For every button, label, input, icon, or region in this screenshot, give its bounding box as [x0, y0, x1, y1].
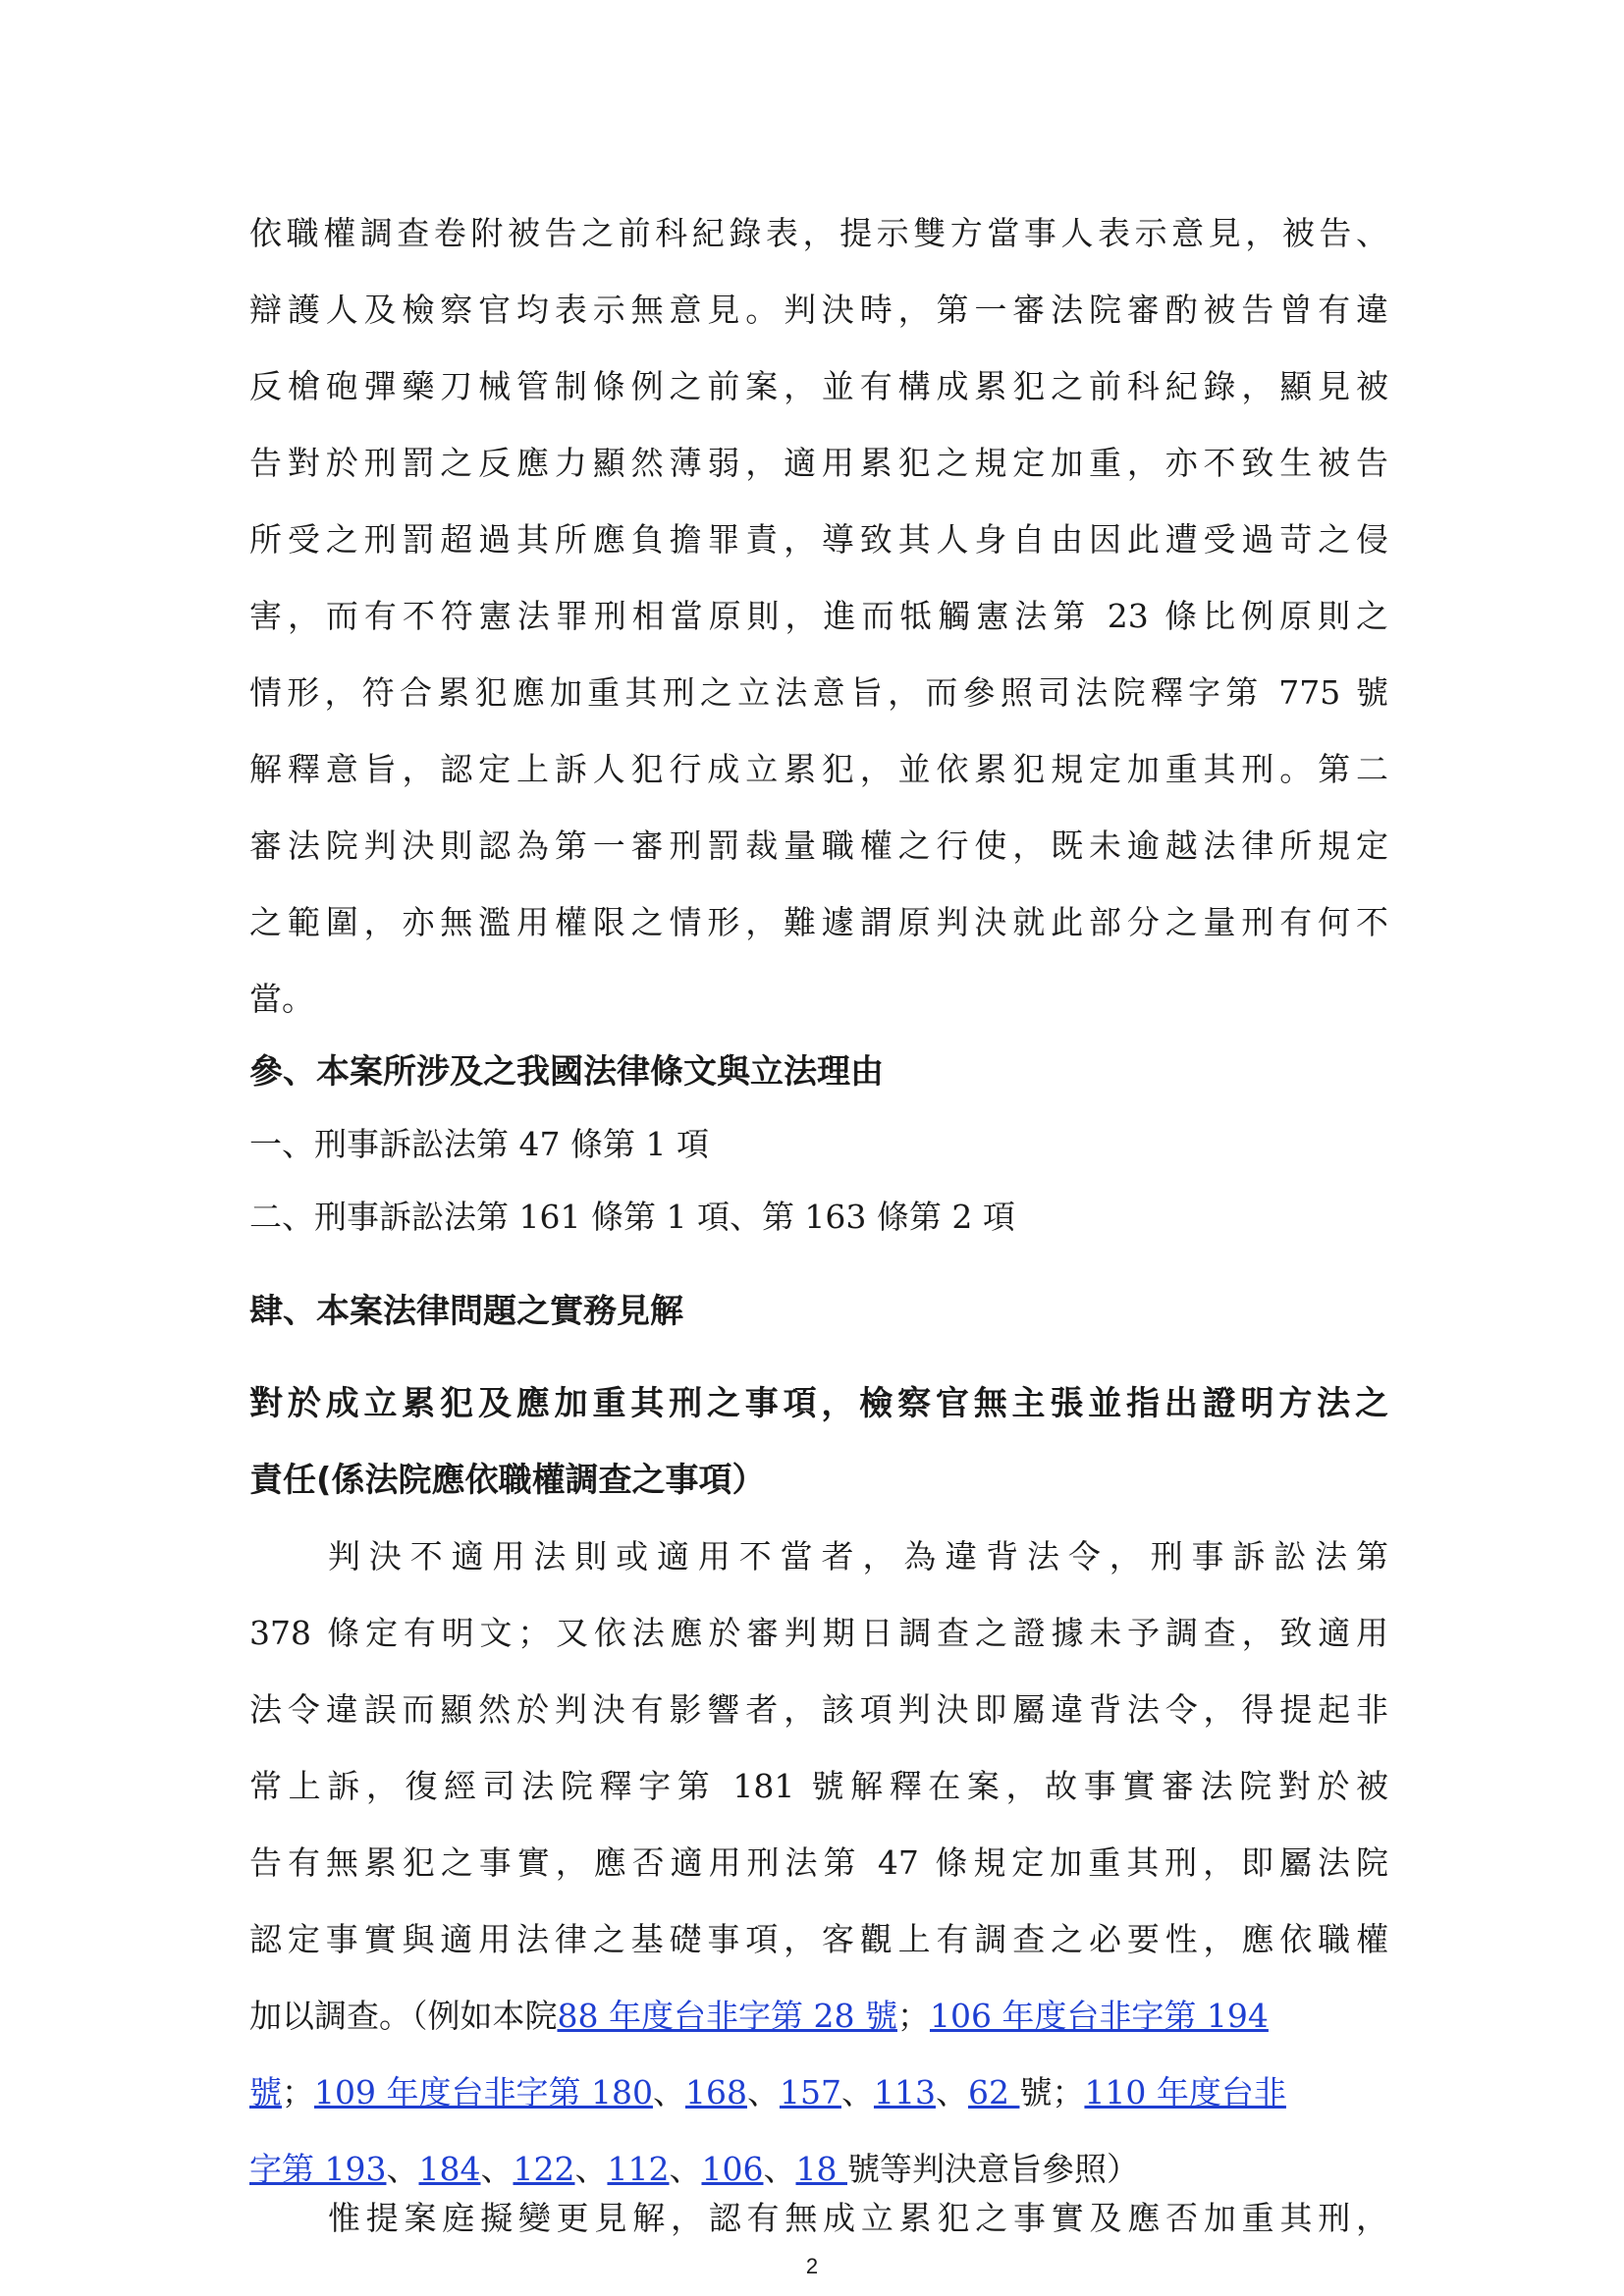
paragraph-line: 之範圍，亦無濫用權限之情形，難遽謂原判決就此部分之量刑有何不	[249, 903, 1388, 941]
separator: 、	[574, 2150, 608, 2188]
case-link-109-168[interactable]: 168	[684, 2073, 747, 2111]
case-link-109-113[interactable]: 113	[873, 2073, 936, 2111]
paragraph-line: 反槍砲彈藥刀械管制條例之前案，並有構成累犯之前科紀錄，顯見被	[249, 367, 1388, 405]
case-link-110-193[interactable]: 字第 193	[249, 2150, 387, 2188]
paragraph-line: 告對於刑罰之反應力顯然薄弱，適用累犯之規定加重，亦不致生被告	[249, 444, 1388, 482]
body-line: 惟提案庭擬變更見解，認有無成立累犯之事實及應否加重其刑，	[328, 2199, 1388, 2237]
separator: ；	[896, 1997, 930, 2035]
citation-tail: 號等判決意旨參照）	[846, 2150, 1139, 2188]
case-link-110[interactable]: 110 年度台非	[1084, 2073, 1286, 2111]
case-link-110-112[interactable]: 112	[607, 2150, 670, 2188]
citation-line	[249, 2063, 1388, 2122]
separator: 、	[935, 2073, 968, 2111]
separator: 、	[669, 2150, 702, 2188]
case-link-110-184[interactable]: 184	[418, 2150, 481, 2188]
paragraph-line: 依職權調查卷附被告之前科紀錄表，提示雙方當事人表示意見，被告、	[249, 214, 1388, 252]
separator: 、	[840, 2073, 874, 2111]
case-link-109-62[interactable]: 62	[967, 2073, 1020, 2111]
body-line: 判決不適用法則或適用不當者，為違背法令，刑事訴訟法第	[328, 1537, 1388, 1575]
body-line: 常上訴，復經司法院釋字第 181 號解釋在案，故事實審法院對於被	[249, 1767, 1388, 1805]
case-link-109-157[interactable]: 157	[779, 2073, 841, 2111]
case-link-110-18[interactable]: 18	[795, 2150, 847, 2188]
case-link-106-194-cont[interactable]: 號	[249, 2073, 282, 2111]
separator: 、	[386, 2150, 419, 2188]
separator: 、	[763, 2150, 796, 2188]
separator: ；	[1052, 2073, 1085, 2111]
paragraph-line: 害，而有不符憲法罪刑相當原則，進而牴觸憲法第 23 條比例原則之	[249, 597, 1388, 635]
case-link-110-122[interactable]: 122	[513, 2150, 575, 2188]
case-link-88-28[interactable]: 88 年度台非字第 28 號	[557, 1997, 897, 2035]
paragraph-line: 辯護人及檢察官均表示無意見。判決時，第一審法院審酌被告曾有違	[249, 291, 1388, 329]
section-heading: 肆、本案法律問題之實務見解	[249, 1292, 683, 1331]
paragraph-line: 所受之刑罰超過其所應負擔罪責，導致其人身自由因此遭受過苛之侵	[249, 520, 1388, 559]
subheading-line: 責任(係法院應依職權調查之事項）	[249, 1461, 766, 1500]
citation-line	[249, 1987, 1388, 2046]
body-line: 認定事實與適用法律之基礎事項，客觀上有調查之必要性，應依職權	[249, 1920, 1388, 1958]
citation-line	[249, 2140, 1388, 2199]
body-line: 法令違誤而顯然於判決有影響者，該項判決即屬違背法令，得提起非	[249, 1690, 1388, 1729]
hao-word: 號	[1019, 2073, 1053, 2111]
page-number: 2	[805, 2254, 819, 2278]
paragraph-line: 情形，符合累犯應加重其刑之立法意旨，而參照司法院釋字第 775 號	[249, 673, 1388, 712]
separator: 、	[480, 2150, 514, 2188]
citation-lead: 加以調查。（例如本院	[249, 1997, 558, 2035]
case-link-109-180[interactable]: 109 年度台非字第 180	[314, 2073, 653, 2111]
case-link-110-106[interactable]: 106	[701, 2150, 764, 2188]
subheading-line: 對於成立累犯及應加重其刑之事項，檢察官無主張並指出證明方法之	[249, 1384, 1388, 1423]
law-item: 一、刑事訴訟法第 47 條第 1 項	[249, 1125, 709, 1163]
separator: ；	[282, 2073, 314, 2111]
paragraph-line: 當。	[249, 980, 314, 1018]
case-link-106-194[interactable]: 106 年度台非字第 194	[929, 1997, 1269, 2035]
separator: 、	[652, 2073, 685, 2111]
body-line: 告有無累犯之事實，應否適用刑法第 47 條規定加重其刑，即屬法院	[249, 1843, 1388, 1882]
body-line: 378 條定有明文；又依法應於審判期日調查之證據未予調查，致適用	[249, 1614, 1388, 1652]
separator: 、	[746, 2073, 780, 2111]
section-heading: 參、本案所涉及之我國法律條文與立法理由	[249, 1052, 884, 1092]
law-item: 二、刑事訴訟法第 161 條第 1 項、第 163 條第 2 項	[249, 1198, 1015, 1236]
paragraph-line: 審法院判決則認為第一審刑罰裁量職權之行使，既未逾越法律所規定	[249, 827, 1388, 865]
paragraph-line: 解釋意旨，認定上訴人犯行成立累犯，並依累犯規定加重其刑。第二	[249, 750, 1388, 788]
